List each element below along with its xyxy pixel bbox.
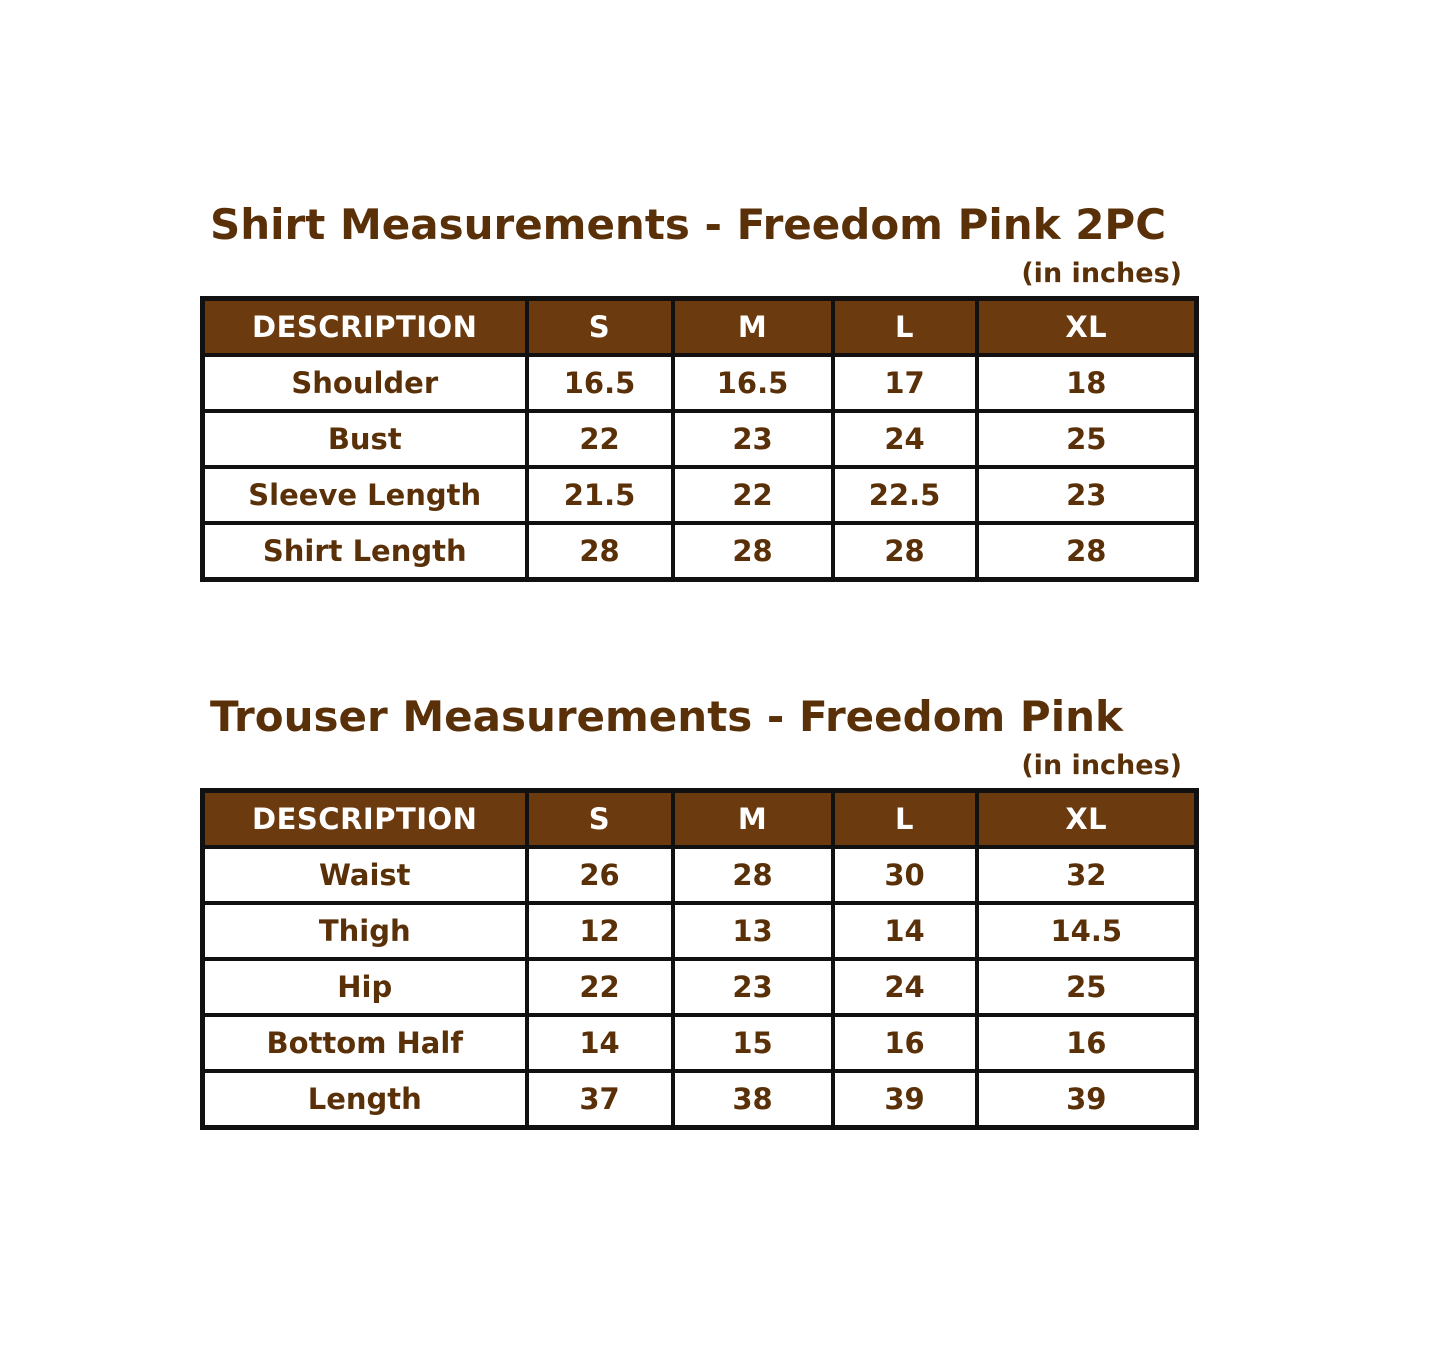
column-header-description: DESCRIPTION [203, 299, 527, 356]
table-row [203, 411, 1197, 467]
cell-s: 26 [527, 847, 673, 903]
cell-xl: 25 [977, 411, 1197, 467]
cell-s: 37 [527, 1071, 673, 1128]
cell-l: 16 [833, 1015, 977, 1071]
cell-s: 22 [527, 959, 673, 1015]
shirt-unit-label: (in inches) [1021, 258, 1182, 289]
cell-s: 28 [527, 523, 673, 580]
cell-m: 15 [673, 1015, 833, 1071]
table-header-row [203, 791, 1197, 848]
column-header-m: M [673, 299, 833, 356]
cell-xl: 39 [977, 1071, 1197, 1128]
cell-l: 17 [833, 355, 977, 411]
row-label: Thigh [203, 903, 527, 959]
row-label: Bottom Half [203, 1015, 527, 1071]
cell-s: 16.5 [527, 355, 673, 411]
cell-xl: 14.5 [977, 903, 1197, 959]
column-header-description: DESCRIPTION [203, 791, 527, 848]
table-row [203, 1015, 1197, 1071]
table-row [203, 959, 1197, 1015]
cell-s: 12 [527, 903, 673, 959]
shirt-size-table [200, 296, 1199, 582]
cell-m: 22 [673, 467, 833, 523]
cell-m: 13 [673, 903, 833, 959]
cell-m: 23 [673, 959, 833, 1015]
cell-xl: 23 [977, 467, 1197, 523]
table-row [203, 523, 1197, 580]
cell-l: 24 [833, 959, 977, 1015]
cell-l: 28 [833, 523, 977, 580]
cell-s: 14 [527, 1015, 673, 1071]
trouser-unit-label: (in inches) [1021, 750, 1182, 781]
column-header-l: L [833, 791, 977, 848]
cell-xl: 18 [977, 355, 1197, 411]
row-label: Bust [203, 411, 527, 467]
cell-s: 21.5 [527, 467, 673, 523]
table-row [203, 467, 1197, 523]
table-row [203, 903, 1197, 959]
cell-s: 22 [527, 411, 673, 467]
trouser-table-title: Trouser Measurements - Freedom Pink [210, 692, 1123, 741]
cell-l: 30 [833, 847, 977, 903]
cell-m: 28 [673, 847, 833, 903]
column-header-xl: XL [977, 299, 1197, 356]
cell-l: 14 [833, 903, 977, 959]
cell-m: 38 [673, 1071, 833, 1128]
trouser-size-table [200, 788, 1199, 1130]
row-label: Shoulder [203, 355, 527, 411]
row-label: Length [203, 1071, 527, 1128]
row-label: Waist [203, 847, 527, 903]
table-header-row [203, 299, 1197, 356]
cell-xl: 25 [977, 959, 1197, 1015]
column-header-s: S [527, 299, 673, 356]
table-row [203, 1071, 1197, 1128]
cell-xl: 16 [977, 1015, 1197, 1071]
row-label: Sleeve Length [203, 467, 527, 523]
row-label: Hip [203, 959, 527, 1015]
trouser-measurements-section [200, 688, 1194, 1130]
cell-l: 24 [833, 411, 977, 467]
shirt-measurements-section [200, 196, 1194, 582]
column-header-m: M [673, 791, 833, 848]
cell-xl: 32 [977, 847, 1197, 903]
row-label: Shirt Length [203, 523, 527, 580]
table-row [203, 847, 1197, 903]
column-header-l: L [833, 299, 977, 356]
table-row [203, 355, 1197, 411]
column-header-s: S [527, 791, 673, 848]
shirt-table-title: Shirt Measurements - Freedom Pink 2PC [210, 200, 1167, 249]
cell-m: 23 [673, 411, 833, 467]
column-header-xl: XL [977, 791, 1197, 848]
cell-l: 39 [833, 1071, 977, 1128]
cell-xl: 28 [977, 523, 1197, 580]
cell-m: 28 [673, 523, 833, 580]
cell-m: 16.5 [673, 355, 833, 411]
cell-l: 22.5 [833, 467, 977, 523]
